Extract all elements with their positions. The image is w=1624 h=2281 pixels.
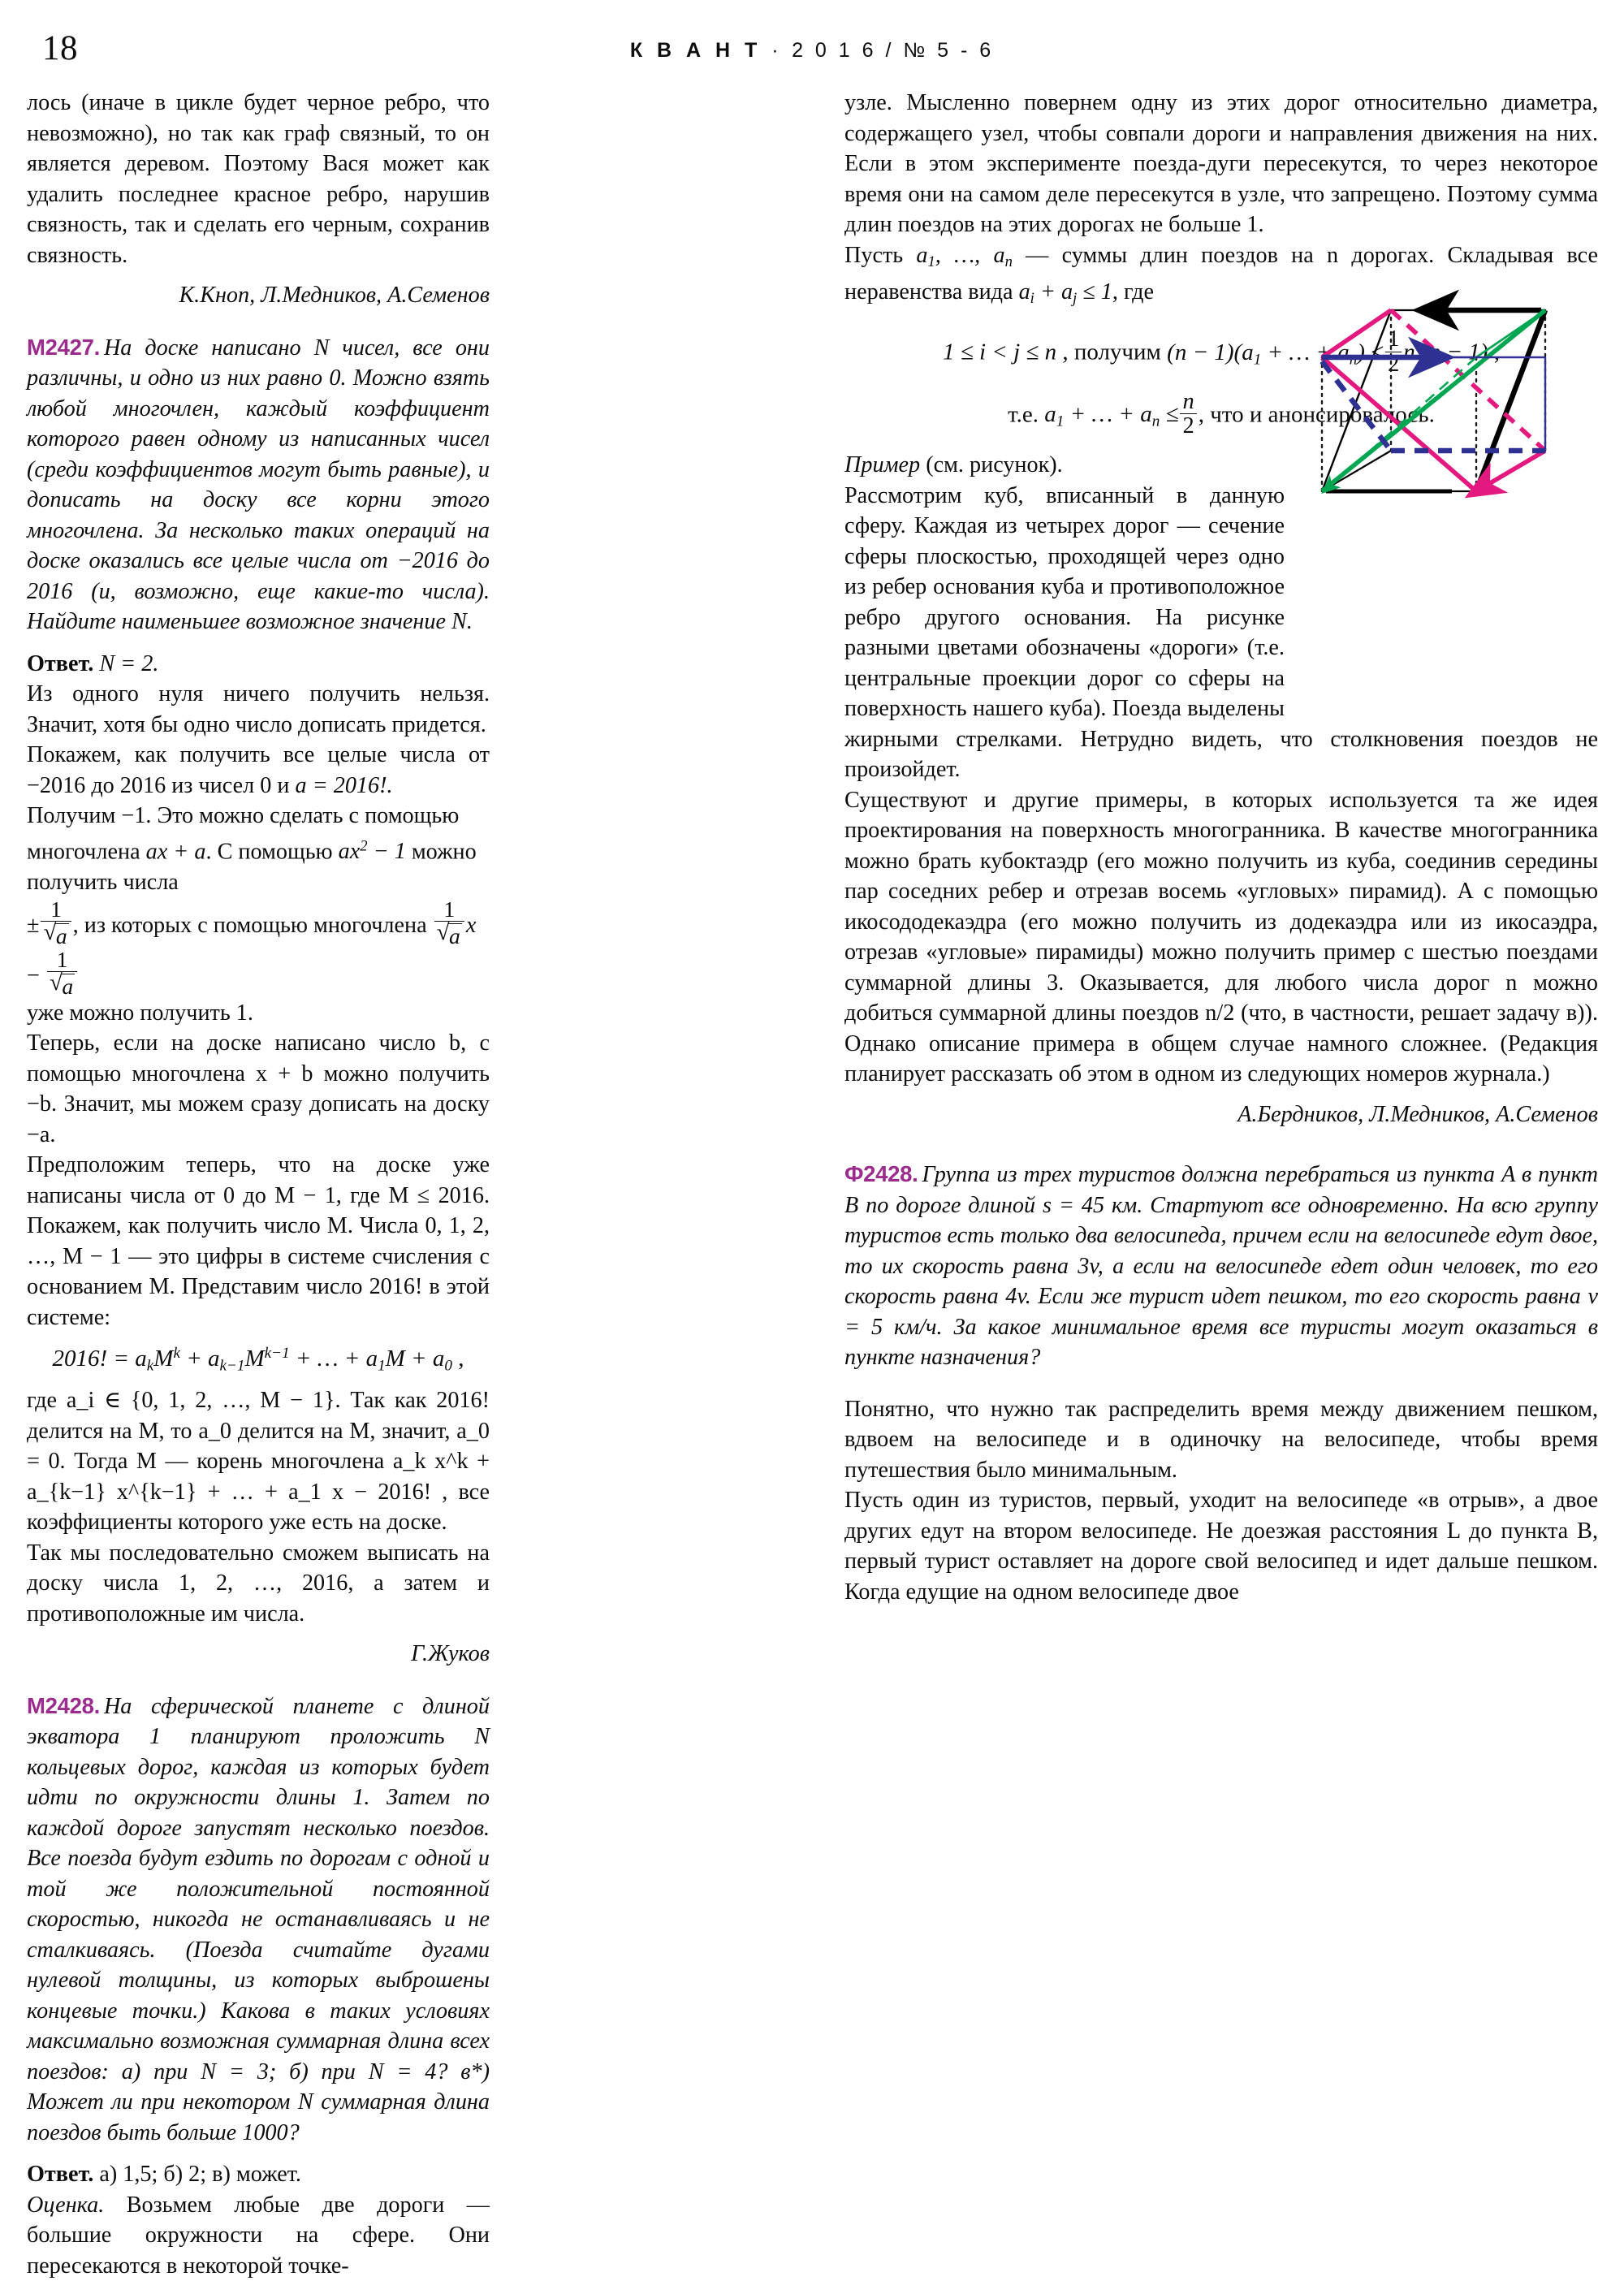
fraction-numerator: 1 [1388,326,1400,352]
example-ref: (см. рисунок). [926,452,1063,478]
page-number: 18 [42,29,78,67]
fraction-coeff-2 [47,948,77,998]
derived-inequality: $(n - 1)(a_1$ + … + $a_n$) ≤ [1167,339,1384,368]
m2427-sol-p2-a: Покажем, как получить все целые числа от −2016 до 2016 из чисел 0 и [27,742,490,798]
answer-m2428 [27,2159,490,2190]
m2427-sol-p4: Теперь, если на доске написано число b, с помощью многочлена x + b можно получить −b. Значит, мы можем сразу дописать на доску −a. [27,1030,490,1147]
m2427-sol-p5: Предположим теперь, что на доске уже написаны числа от 0 до M − 1, где M ≤ 2016. Покажем, как получить число M. Числа 0, 1, 2, …, M − 1 — это цифры в системе счисления с основанием M. Представим число 2016! в этой системе: [27,1152,490,1330]
m2427-sol-p6: где a_i ∈ {0, 1, 2, …, M − 1}. Так как 2016! делится на M, то a_0 делится на M, значит, a_0 = 0. Тогда M — корень многочлена a_k x^k + a_{k−1} x^{k−1} + … + a_1 x − 2016! , все коэффициенты которого уже есть на доске. [27,1388,490,1536]
fraction-denominator [47,971,77,998]
problem-tag-m2428: M2428. [27,1692,100,1718]
m2427-sol-p7: Так мы последовательно сможем выписать на доску числа 1, 2, …, 2016, а затем и противоположные им числа. [27,1540,490,1627]
title-separator: · [771,39,782,62]
m2428-estimate [27,2190,490,2281]
answer-label-m2427: Ответ. [27,650,94,676]
cube-roads-figure [1298,284,1608,528]
m2427-poly-ax2: $ax^2 - 1$ [338,837,406,865]
fraction-denominator: 2 [1180,413,1196,438]
m2427-sol-p3-a: Получим −1. Это можно сделать с помощью многочлена [27,803,460,865]
m2427-frac-line-1: ± 1 √ a , из которых с помощью многочлена 1 √ a x − 1 √ a [27,897,490,997]
example-label: Пример [844,452,921,478]
problem-m2428 [27,1691,490,2149]
m2427-sol-p2-b: a = 2016!. [295,772,393,798]
m2427-sol-p2 [27,740,490,801]
fraction-numerator: n [1182,388,1194,414]
continued-paragraph: лось (иначе в цикле будет черное ребро, что невозможно), но так как граф связный, то он является деревом. Поэтому Вася может как удалить последнее красное ребро, нарушив связность, так и сделать его черным, сохранив связность. [27,90,490,268]
fraction-numerator: 1 [443,896,456,922]
inequality-ai-aj: $a_i + a_j \le 1$ [1018,279,1112,308]
fraction-one-over-sqrt-a [41,897,71,948]
derived-inequality-rhs: n (n − 1) [1403,339,1488,365]
further-text: Существуют и другие примеры, в которых используется та же идея проектирования на поверхность многогранника. В качестве многогранника можно брать кубоктаэдр (его можно получить из куба, соединив середины пар соседних ребер и отрезав восемь «угловых» пирамид). А с помощью икосододекаэдра (его можно получить из додекаэдра или из икосаэдра, отрезав «угловые» пирамиды) можно получить пример с шестью поездами суммарной длины 3. Оказывается, для любого числа дорог n можно добиться суммарной длины поездов n/2 (что, в частности, решает задачу в)). Однако описание примера в общем случае намного сложнее. (Редакция планирует рассказать об этом в одном из следующих номеров журнала.) [844,787,1598,1087]
m2427-sol-p3-f: , из которых с помощью многочлена [72,913,427,939]
estimate-text: Возьмем любые две дороги — большие окружности на сфере. Они пересекаются в некоторой точке- [27,2192,490,2279]
conclusion-display-line: т.е. $a_1$ + … + $a_n$ ≤ $\frac{n}{2}$ , что и анонсировалось. [1008,388,1435,439]
fraction-denominator [41,921,71,948]
fraction-n-over-2 [1180,390,1196,439]
example-text: Рассмотрим куб, вписанный в данную сферу. Каждая из четырех дорог — сечение сферы плоскостью, проходящей через одно из ребер основания куба и противоположное ребро другого основания. На рисунке разными цветами обозначены «дороги» (т.е. центральные проекции дорог со сферы на поверхность нашего куба). Поезда выделены жирными стрелками. Нетрудно видеть, что столкновения поездов не произойдет. [844,482,1598,783]
attribution-berdnikov: А.Бердников, Л.Медников, А.Семенов [1237,1101,1598,1127]
m2427-sol-p3-e: можно получить числа [27,839,477,895]
running-head [42,31,1582,76]
m2427-poly-ax-a: ax + a [145,839,206,865]
sqrt-icon: √ a [50,972,75,998]
attribution-knop: К.Кноп, Л.Медников, А.Семенов [179,283,490,308]
index-range: 1 ≤ i < j ≤ n [943,339,1057,365]
m2427-sol-p1: Из одного нуля ничего получить нельзя. Значит, хотя бы одно число дописать придется. [27,681,490,737]
m2427-sol-p3-c: . С помощью [205,839,339,865]
pm-sign: ± [27,913,40,939]
right-continued-p1: узле. Мысленно повернем одну из этих дорог относительно диаметра, содержащего узел, чтобы совпали дороги и направления движения на них. Если в этом эксперименте поезда-дуги пересекутся, то через некоторое время они на самом деле пересекутся в узле, что запрещено. Поэтому сумма длин поездов на этих дорогах не больше 1. [844,90,1598,237]
problem-m2427-text: На доске написано N чисел, все они различны, и одно из них равно 0. Можно взять любой многочлен, каждый коэффициент которого равен одному из написанных чисел (среди коэффициентов могут быть равные), и дописать на доску все корни этого многочлена. За несколько таких операций на доске оказались все целые числа от −2016 до 2016 (и, возможно, еще какие-то числа). Найдите наименьшее возможное значение N. [27,335,490,634]
answer-label-m2428: Ответ. [27,2162,94,2188]
cube-roads-svg [1298,284,1608,528]
attribution-zhukov: Г.Жуков [411,1641,490,1667]
answer-value-m2428: а) 1,5; б) 2; в) может. [99,2162,301,2188]
right-p2-c: — суммы длин поездов на n дорогах. Складывая все неравенства вида [844,242,1598,305]
problem-m2427 [27,332,490,637]
m2427-sol-p3-g: уже можно получить 1. [27,1000,253,1026]
problem-tag-m2427: M2427. [27,334,100,360]
display-math-expr: 2016! = $a_kM^k + a_{k-1}M^{k-1}$ + … + $a_1M + a_0$ [52,1345,452,1375]
problem-f2428 [844,1159,1598,1373]
answer-m2427 [27,649,490,680]
problem-f2428-text: Группа из трех туристов должна перебраться из пункта A в пункт B по дороге длиной s = 45 км. Стартуют все одновременно. На всю группу туристов есть только два велосипеда, причем если на велосипеде едут двое, то их скорость равна 3v, а если на велосипеде едет один человек, то его скорость равна 4v. Если же турист идет пешком, то его скорость равна v = 5 км/ч. За какое минимальное время все туристы могут оказаться в пункте назначения? [844,1162,1598,1371]
variable-x: x [465,913,477,939]
journal-name: К В А Н Т [629,39,762,62]
left-column [27,88,490,2281]
journal-title-line [42,39,1582,63]
f2428-sol-p2: Пусть один из туристов, первый, уходит на велосипеде «в отрыв», а двое других едут на втором велосипеде. Не доезжая расстояния L до пункта B, первый турист оставляет на дороге свой велосипед и идет дальше пешком. Когда едущие на одном велосипеде двое [844,1488,1598,1605]
estimate-label: Оценка. [27,2192,105,2218]
m2427-sol-p3 [27,801,490,897]
answer-value-m2427: N = 2. [99,650,159,676]
problem-m2428-text: На сферической планете с длиной экватора 1 планируют проложить N кольцевых дорог, каждая из которых будет идти по окружности длины 1. Затем по каждой дороге запустят несколько поездов. Все поезда будут ездить по дорогам с одной и той же положительной постоянной скоростью, никогда не останавливаясь и не сталкиваясь. (Поезда считайте дугами нулевой толщины, из которых выброшены концевые точки.) Какова в таких условиях максимально возможная суммарная длина всех поездов: а) при N = 3; б) при N = 4? в*) Может ли при некотором N суммарная длина поездов быть больше 1000? [27,1693,490,2145]
fraction-denominator [434,921,464,948]
m2427-display-math: 2016! = $a_kM^k + a_{k-1}M^{k-1}$ + … + $a_1M + a_0$ , [52,1345,464,1375]
inequality-display-line: 1 ≤ i < j ≤ n , получим $(n - 1)(a_1$ + … + $a_n$) ≤ $\frac{1}{2}$ n (n − 1) , [943,326,1500,377]
sums-a1-an: $a_1$, …, $a_n$ [916,242,1013,270]
sum-bound: $a_1$ + … + $a_n$ ≤ [1044,401,1179,430]
f2428-sol-p1: Понятно, что нужно так распределить время между движением пешком, вдвоем на велосипеде и в одиночку на велосипеде, чтобы время путешествия было минимальным. [844,1396,1598,1483]
fraction-coeff-1 [434,897,464,948]
right-p2-e: , где [1112,279,1154,305]
problem-tag-f2428: Ф2428. [844,1161,918,1187]
fraction-numerator: 1 [50,896,62,922]
fraction-numerator: 1 [56,946,68,972]
sqrt-icon: √ a [43,922,68,948]
issue-number: 2 0 1 6 / № 5 - 6 [792,39,995,62]
right-p2-a: Пусть [844,242,917,268]
sqrt-icon: √ a [437,922,462,948]
fraction-denominator: 2 [1385,352,1402,377]
